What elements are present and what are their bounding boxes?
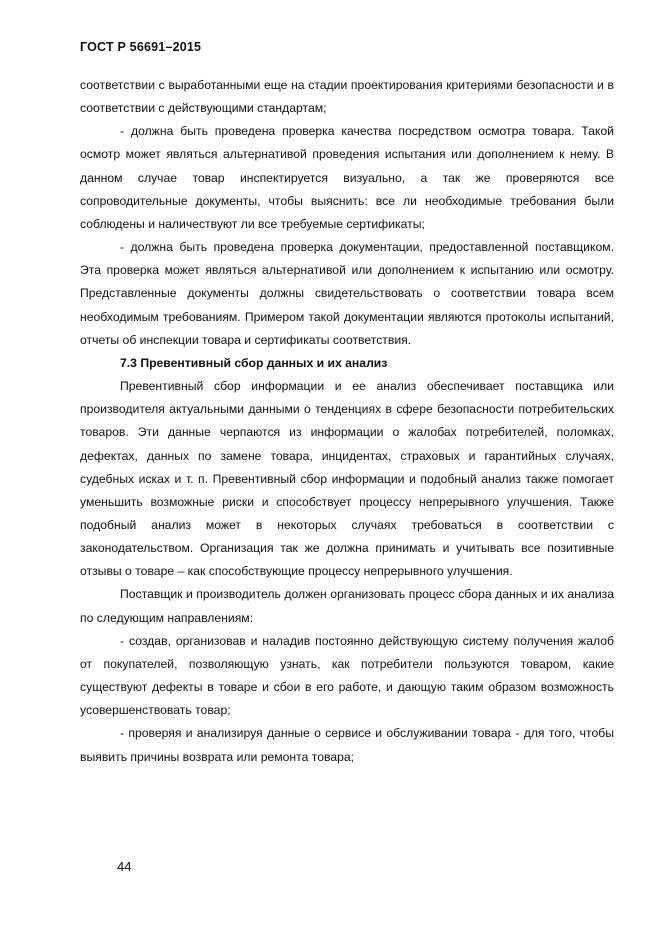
section-heading: 7.3 Превентивный сбор данных и их анализ (120, 355, 388, 370)
document-header-id: ГОСТ Р 56691–2015 (80, 40, 202, 54)
paragraph-preventive-data: Превентивный сбор информации и ее анализ обеспечивает поставщика или производителя актуальными данными о тенденциях в сфере безопасности потребительских товаров. Эти данные черпаются из информации о жалобах потребителей, поломках, дефектах, данных по замене товара, инцидентах, страховых и гарантийных случаях, судебных исках и т. п. Превентивный сбор информации и подобный анализ также помогает уменьшить возможные риски и способствует процессу непрерывного улучшения. Также подобный анализ может в некоторых случаях требоваться в соответствии с законодательством. Организация так же должна принимать и учитывать все позитивные отзывы о товаре – как способствующие процессу непрерывного улучшения. (80, 379, 614, 579)
list-item-inspection: - должна быть проведена проверка качества посредством осмотра товара. Такой осмотр может являться альтернативой проведения испытания или дополнением к нему. В данном случае товар инспектируется визуально, а так же проверяются все сопроводительные документы, чтобы выяснить: все ли необходимые требования были соблюдены и наличествуют ли все требуемые сертификаты; (80, 124, 614, 231)
paragraph-continuation: соответствии с выработанными еще на стадии проектирования критериями безопасности и в соответствии с действующими стандартам; (80, 78, 614, 116)
list-item-complaints-system: - создав, организовав и наладив постоянно действующую систему получения жалоб от покупателей, позволяющую узнать, как потребители пользуются товаром, какие существуют дефекты в товаре и сбои в его работе, и дающую таким образом возможность усовершенствовать товар; (80, 633, 614, 718)
list-item-service-data: - проверяя и анализируя данные о сервисе и обслуживании товара - для того, чтобы выявить причины возврата или ремонта товара; (80, 726, 614, 764)
paragraph-directions-intro: Поставщик и производитель должен организовать процесс сбора данных и их анализа по следующим направлениям: (80, 587, 614, 625)
document-body (80, 74, 614, 769)
list-item-documentation: - должна быть проведена проверка документации, предоставленной поставщиком. Эта проверка может являться альтернативой или дополнением к испытанию или осмотру. Представленные документы должны свидетельствовать о соответствии товара всем необходимым требованиям. Примером такой документации являются протоколы испытаний, отчеты об инспекции товара и сертификаты соответствия. (80, 240, 614, 347)
page-number: 44 (117, 859, 132, 874)
